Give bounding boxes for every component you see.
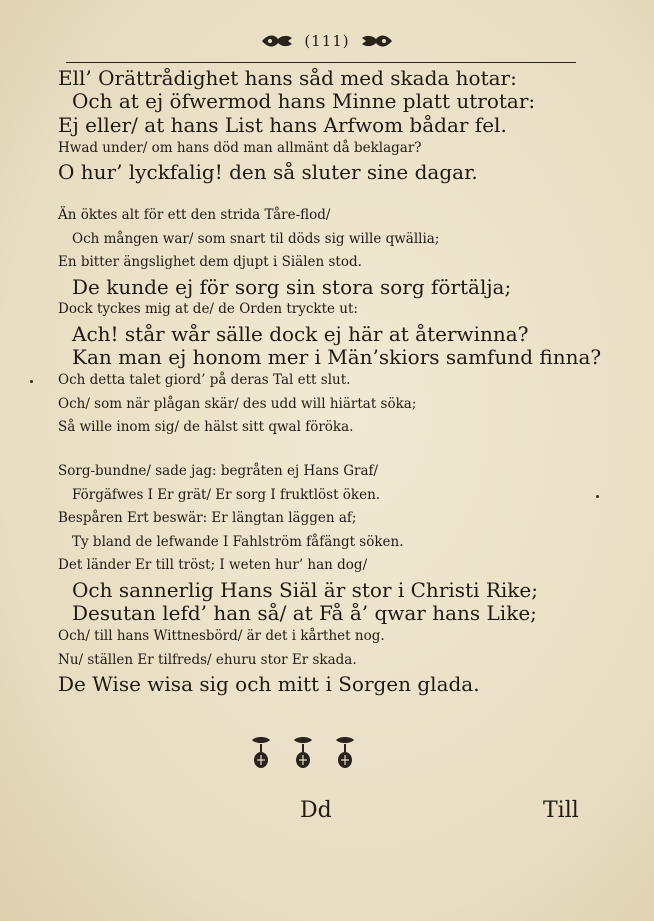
verse-line: Ell’ Orättrådighet hans såd med skada hotar:: [58, 65, 517, 90]
catchword: Till: [543, 798, 579, 823]
ink-speck: [596, 495, 599, 498]
verse-line: Så wille inom sig/ de hälst sitt qwal föröka.: [58, 419, 354, 436]
verse-line: Och at ej öfwermod hans Minne platt utrotar:: [72, 89, 536, 114]
verse-line: Det länder Er till tröst; I weten hur’ han dog/: [58, 557, 368, 574]
flower-ornaments: [248, 736, 358, 770]
verse-line: O hur’ lyckfalig! den så sluter sine dagar.: [58, 160, 478, 185]
stanza-2: [58, 204, 602, 440]
verse-line: Ty bland de lefwande I Fahlström fåfängt söken.: [72, 533, 404, 550]
stanza-1: [58, 66, 598, 184]
verse-line: Ej eller/ at hans List hans Arfwom bådar fel.: [58, 112, 507, 137]
flower-ornament-icon: [248, 736, 274, 770]
stanza-3: [58, 460, 598, 696]
flower-ornament-icon: [290, 736, 316, 770]
verse-line: Desutan lefd’ han så/ at Få å’ qwar hans Like;: [72, 601, 537, 626]
head-ornament-right-icon: [360, 32, 394, 50]
verse-line: Och mången war/ som snart til döds sig wille qwällia;: [72, 230, 440, 247]
page-number: (111): [304, 32, 350, 50]
verse-line: Och detta talet giord’ på deras Tal ett slut.: [58, 372, 351, 389]
verse-line: Kan man ej honom mer i Män’skiors samfund finna?: [72, 345, 602, 370]
flower-ornament-icon: [332, 736, 358, 770]
verse-line: De Wise wisa sig och mitt i Sorgen glada.: [58, 672, 480, 697]
verse-line: Förgäfwes I Er grät/ Er sorg I fruktlöst öken.: [72, 486, 381, 503]
verse-line: De kunde ej för sorg sin stora sorg förtälja;: [72, 274, 512, 299]
ink-speck: [30, 380, 33, 383]
verse-line: Dock tyckes mig at de/ de Orden tryckte ut:: [58, 301, 358, 318]
verse-line: Och/ som när plågan skär/ des udd will hiärtat söka;: [58, 395, 417, 412]
head-ornament-left-icon: [260, 32, 294, 50]
verse-line: Nu/ ställen Er tilfreds/ ehuru stor Er skada.: [58, 651, 357, 668]
header-rule: [66, 62, 576, 63]
verse-line: Och/ till hans Wittnesbörd/ är det i kårthet nog.: [58, 628, 385, 645]
verse-line: Ach! står wår sälle dock ej här at återwinna?: [72, 321, 529, 346]
page-header: [0, 28, 654, 54]
verse-line: En bitter ängslighet dem djupt i Siälen stod.: [58, 254, 362, 271]
verse-line: Bespåren Ert beswär: Er längtan läggen af;: [58, 510, 357, 527]
signature-mark: Dd: [300, 798, 332, 823]
verse-line: Och sannerlig Hans Siäl är stor i Christi Rike;: [72, 577, 538, 602]
verse-line: Sorg-bundne/ sade jag: begråten ej Hans Graf/: [58, 462, 379, 479]
poem-text: [58, 65, 602, 697]
verse-line: Hwad under/ om hans död man allmänt då beklagar?: [58, 139, 422, 156]
verse-line: Än öktes alt för ett den strida Tåre-flod/: [58, 207, 331, 224]
